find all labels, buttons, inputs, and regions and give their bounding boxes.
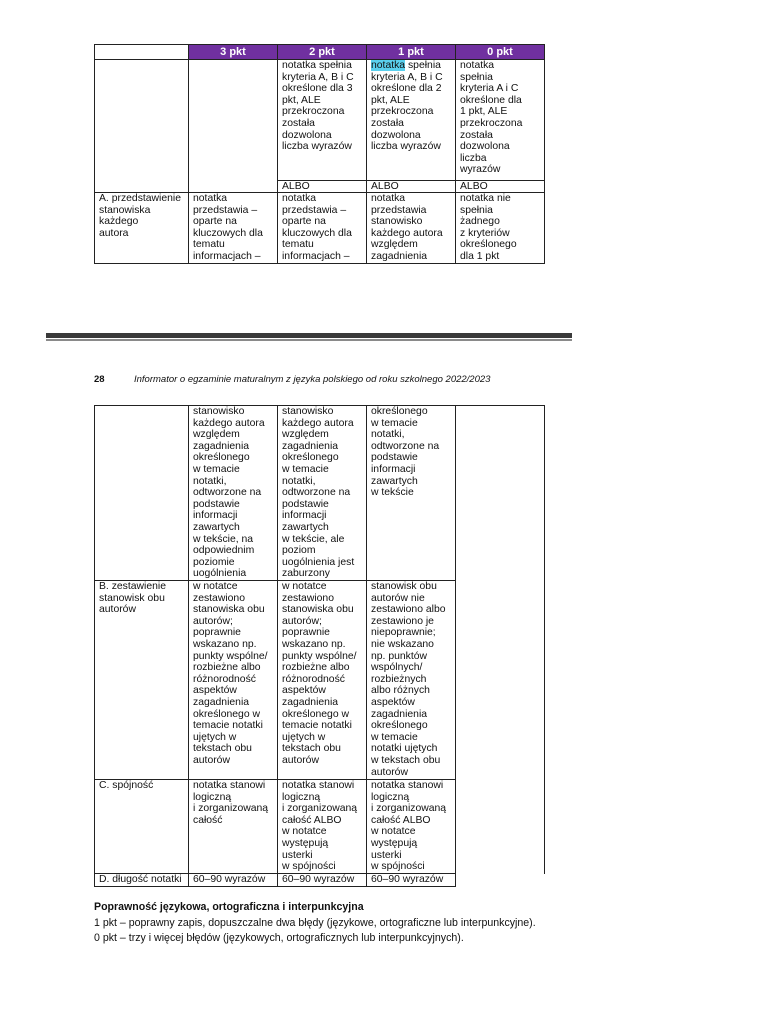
albo-cell-1pkt: ALBO [367, 181, 456, 193]
header-blank [95, 45, 189, 60]
row-a [95, 193, 545, 264]
condition-cell-2pkt: notatka spełnia kryteria A, B i C określone dla 3 pkt, ALE przekroczona została dozwolona liczba wyrazów [278, 60, 367, 181]
scoring-table-bottom [94, 405, 545, 887]
row-a-cont-0pkt [456, 406, 545, 581]
row-c-0pkt [456, 780, 545, 874]
header-3pkt: 3 pkt [189, 45, 278, 60]
row-b-2pkt: w notatce zestawiono stanowiska obu autorów; poprawnie wskazano np. punkty wspólne/ rozbieżne albo różnorodność aspektów zagadnienia określonego w temacie notatki ujętych w tekstach obu autorów [278, 581, 367, 780]
row-d-1pkt: 60–90 wyrazów [367, 874, 456, 887]
condition-cell-3pkt [189, 60, 278, 181]
header-1pkt: 1 pkt [367, 45, 456, 60]
row-d-2pkt: 60–90 wyrazów [278, 874, 367, 887]
condition-cell-0pkt: notatka spełnia kryteria A i C określone dla 1 pkt, ALE przekroczona została dozwolona liczba wyrazów [456, 60, 545, 181]
row-b-0pkt [456, 581, 545, 780]
page-separator [46, 333, 572, 338]
condition-row [95, 60, 545, 181]
row-b-1pkt: stanowisk obu autorów nie zestawiono albo zestawiono je niepoprawnie; nie wskazano np. punktów wspólnych/ rozbieżnych albo różnych aspektów zagadnienia określonego w temacie notatki ujętych w tekstach obu autorów [367, 581, 456, 780]
condition-cell-0 [95, 60, 189, 181]
row-b [95, 581, 545, 780]
albo-row [95, 181, 545, 193]
condition-text-1pkt: spełnia kryteria A, B i C określone dla 2 pkt, ALE przekroczona została dozwolona liczba wyrazów [371, 60, 443, 153]
running-title: Informator o egzaminie maturalnym z języka polskiego od roku szkolnego 2022/2023 [134, 374, 491, 385]
row-d-3pkt: 60–90 wyrazów [189, 874, 278, 887]
header-2pkt: 2 pkt [278, 45, 367, 60]
section-title: Poprawność językowa, ortograficzna i interpunkcyjna [94, 901, 364, 913]
row-a-3pkt: notatka przedstawia – oparte na kluczowych dla tematu informacjach – [189, 193, 278, 264]
albo-cell-0 [95, 181, 189, 193]
row-a-cont-1pkt: określonego w temacie notatki, odtworzone na podstawie informacji zawartych w tekście [367, 406, 456, 581]
condition-cell-1pkt [367, 60, 456, 181]
scoring-table-top [94, 44, 545, 264]
row-a-cont-3pkt: stanowisko każdego autora względem zagadnienia określonego w temacie notatki, odtworzone na podstawie informacji zawartych w tekście, na odpowiednim poziomie uogólnienia [189, 406, 278, 581]
header-0pkt: 0 pkt [456, 45, 545, 60]
criterion-a-label: A. przedstawienie stanowiska każdego autora [95, 193, 189, 264]
row-c-2pkt: notatka stanowi logiczną i zorganizowaną całość ALBO w notatce występują usterki w spójności [278, 780, 367, 874]
rule-1pkt: 1 pkt – poprawny zapis, dopuszczalne dwa błędy (językowe, ortograficzne lub interpunkcyjne). [94, 916, 536, 929]
rule-0pkt: 0 pkt – trzy i więcej błędów (językowych, ortograficznych lub interpunkcyjnych). [94, 932, 464, 944]
row-c [95, 780, 545, 874]
row-d-0pkt [456, 874, 545, 887]
criterion-b-label: B. zestawienie stanowisk obu autorów [95, 581, 189, 780]
albo-cell-2pkt: ALBO [278, 181, 367, 193]
header-row [95, 45, 545, 60]
row-d [95, 874, 545, 887]
criterion-d-label: D. długość notatki [95, 874, 189, 887]
row-a-2pkt: notatka przedstawia – oparte na kluczowych dla tematu informacjach – [278, 193, 367, 264]
highlighted-word: notatka [371, 60, 406, 71]
row-a-0pkt: notatka nie spełnia żadnego z kryteriów określonego dla 1 pkt [456, 193, 545, 264]
albo-cell-3pkt [189, 181, 278, 193]
row-b-3pkt: w notatce zestawiono stanowiska obu autorów; poprawnie wskazano np. punkty wspólne/ rozbieżne albo różnorodność aspektów zagadnienia określonego w temacie notatki ujętych w tekstach obu autorów [189, 581, 278, 780]
row-a-cont-label [95, 406, 189, 581]
criterion-c-label: C. spójność [95, 780, 189, 874]
page-separator-shadow [46, 339, 572, 341]
page-number: 28 [94, 374, 105, 385]
row-a-continued [95, 406, 545, 581]
row-c-1pkt: notatka stanowi logiczną i zorganizowaną całość ALBO w notatce występują usterki w spójności [367, 780, 456, 874]
row-a-cont-2pkt: stanowisko każdego autora względem zagadnienia określonego w temacie notatki, odtworzone na podstawie informacji zawartych w tekście, ale poziom uogólnienia jest zaburzony [278, 406, 367, 581]
language-correctness-section [94, 900, 554, 947]
row-c-3pkt: notatka stanowi logiczną i zorganizowaną całość [189, 780, 278, 874]
row-a-1pkt: notatka przedstawia stanowisko każdego autora względem zagadnienia [367, 193, 456, 264]
albo-cell-0pkt: ALBO [456, 181, 545, 193]
